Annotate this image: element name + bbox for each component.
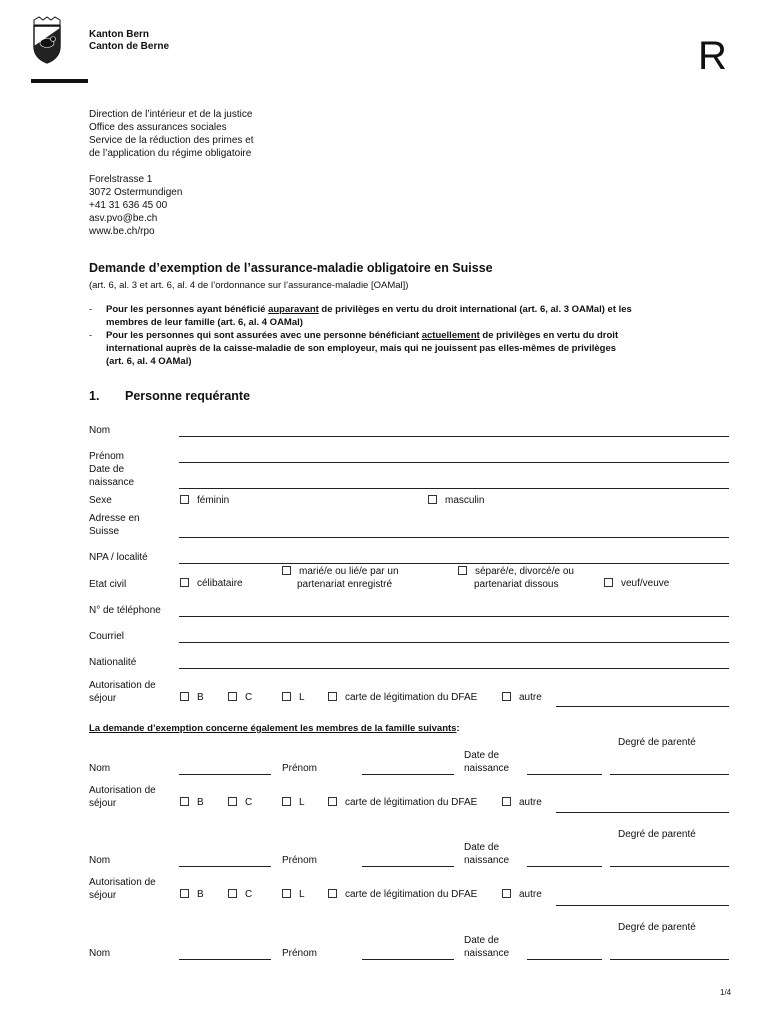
input-autre-permit[interactable] bbox=[556, 812, 729, 813]
bullet-text: de privilèges en vertu du droit international (art. 6, al. 3 OAMal) et les bbox=[318, 304, 632, 315]
checkbox[interactable] bbox=[228, 692, 237, 701]
option-label: L bbox=[299, 889, 305, 900]
label-telephone: N° de téléphone bbox=[89, 605, 161, 616]
checkbox[interactable] bbox=[282, 797, 291, 806]
option-label: B bbox=[197, 889, 204, 900]
checkbox[interactable] bbox=[502, 797, 511, 806]
label-date-line2: naissance bbox=[464, 763, 510, 774]
label-nationalite: Nationalité bbox=[89, 657, 137, 668]
permit-option-c[interactable] bbox=[228, 692, 252, 703]
input-family-nom[interactable] bbox=[179, 774, 271, 775]
label-adresse-line1: Adresse en bbox=[89, 513, 140, 524]
checkbox[interactable] bbox=[180, 797, 189, 806]
option-label: féminin bbox=[197, 495, 230, 506]
bullet-emphasis: actuellement bbox=[421, 330, 480, 341]
canton-bern-logo bbox=[31, 16, 63, 69]
bullet-2-line3: (art. 6, al. 4 OAMal) bbox=[106, 356, 192, 367]
canton-name-fr: Canton de Berne bbox=[89, 41, 170, 52]
label-prenom: Prénom bbox=[282, 763, 318, 774]
label-date-line2: naissance bbox=[89, 477, 135, 488]
label-etat-civil: Etat civil bbox=[89, 579, 127, 590]
label-npa: NPA / localité bbox=[89, 552, 148, 563]
label-prenom: Prénom bbox=[282, 948, 318, 959]
contact-line: 3072 Ostermundigen bbox=[89, 187, 183, 198]
form-letter: R bbox=[698, 34, 727, 78]
checkbox[interactable] bbox=[228, 889, 237, 898]
label-sexe: Sexe bbox=[89, 495, 112, 506]
checkbox[interactable] bbox=[428, 495, 437, 504]
input-autre-permit[interactable] bbox=[556, 905, 729, 906]
option-masculin[interactable] bbox=[428, 495, 484, 506]
checkbox[interactable] bbox=[328, 889, 337, 898]
label-degre-parente: Degré de parenté bbox=[618, 737, 696, 748]
checkbox[interactable] bbox=[180, 889, 189, 898]
option-label: carte de légitimation du DFAE bbox=[345, 889, 478, 900]
label-nom: Nom bbox=[89, 425, 111, 436]
family-heading-colon: : bbox=[456, 723, 460, 734]
label-date-line2: naissance bbox=[464, 855, 510, 866]
label-date-line2: naissance bbox=[464, 948, 510, 959]
input-family-degre[interactable] bbox=[610, 866, 729, 867]
bullet-text: Pour les personnes qui sont assurées avec une personne bénéficiant bbox=[106, 330, 422, 341]
bullet-text: Pour les personnes ayant bénéficié bbox=[106, 304, 269, 315]
option-label: L bbox=[299, 692, 305, 703]
label-prenom: Prénom bbox=[282, 855, 318, 866]
option-veuf[interactable] bbox=[604, 578, 669, 589]
bullet-2-line2: international auprès de la caisse-maladie de son employeur, mais qui ne jouissent pas elles-mêmes de privilèges bbox=[106, 343, 617, 354]
option-marie-line2: partenariat enregistré bbox=[297, 579, 393, 590]
family-heading-text: La demande d’exemption concerne également les membres de la famille suivants bbox=[89, 723, 457, 734]
bullet-text: de privilèges en vertu du droit bbox=[479, 330, 619, 341]
option-label: autre bbox=[519, 889, 542, 900]
permit-option-b[interactable] bbox=[180, 889, 204, 900]
permit-option-b[interactable] bbox=[180, 692, 204, 703]
section-number: 1. bbox=[89, 389, 100, 403]
option-feminin[interactable] bbox=[180, 495, 229, 506]
option-label: séparé/e, divorcé/e ou bbox=[475, 566, 574, 577]
option-label: autre bbox=[519, 692, 542, 703]
option-label: B bbox=[197, 692, 204, 703]
input-family-degre[interactable] bbox=[610, 774, 729, 775]
permit-option-autre[interactable] bbox=[502, 692, 542, 703]
input-family-nom[interactable] bbox=[179, 866, 271, 867]
label-autorisation-line2: séjour bbox=[89, 693, 117, 704]
header-rule bbox=[31, 79, 88, 83]
input-prenom[interactable] bbox=[179, 462, 729, 463]
label-autorisation-line1: Autorisation de bbox=[89, 680, 156, 691]
input-family-nom[interactable] bbox=[179, 959, 271, 960]
checkbox[interactable] bbox=[180, 578, 189, 587]
permit-option-b[interactable] bbox=[180, 797, 204, 808]
checkbox[interactable] bbox=[282, 566, 291, 575]
option-marie[interactable] bbox=[282, 566, 399, 577]
label-date-line1: Date de bbox=[464, 842, 500, 853]
input-family-prenom[interactable] bbox=[362, 866, 454, 867]
family-heading bbox=[89, 723, 460, 734]
label-prenom: Prénom bbox=[89, 451, 125, 462]
input-family-date[interactable] bbox=[527, 866, 602, 867]
label-date-line1: Date de bbox=[89, 464, 125, 475]
checkbox[interactable] bbox=[180, 495, 189, 504]
input-telephone[interactable] bbox=[179, 616, 729, 617]
checkbox[interactable] bbox=[604, 578, 613, 587]
section-title: Personne requérante bbox=[125, 389, 251, 403]
input-family-date[interactable] bbox=[527, 959, 602, 960]
permit-option-autre[interactable] bbox=[502, 889, 542, 900]
bullet-2 bbox=[106, 330, 618, 341]
label-nom: Nom bbox=[89, 948, 111, 959]
contact-line: Forelstrasse 1 bbox=[89, 174, 153, 185]
input-nationalite[interactable] bbox=[179, 668, 729, 669]
contact-line: www.be.ch/rpo bbox=[89, 226, 155, 237]
permit-option-l[interactable] bbox=[282, 889, 305, 900]
option-label: C bbox=[245, 889, 253, 900]
checkbox[interactable] bbox=[328, 692, 337, 701]
option-label: carte de légitimation du DFAE bbox=[345, 692, 478, 703]
address-line: Office des assurances sociales bbox=[89, 122, 227, 133]
contact-line: asv.pvo@be.ch bbox=[89, 213, 158, 224]
permit-option-dfae[interactable] bbox=[328, 692, 477, 703]
checkbox[interactable] bbox=[502, 889, 511, 898]
input-courriel[interactable] bbox=[179, 642, 729, 643]
permit-option-autre[interactable] bbox=[502, 797, 542, 808]
option-label: marié/e ou lié/e par un bbox=[299, 566, 399, 577]
option-label: célibataire bbox=[197, 578, 243, 589]
option-label: B bbox=[197, 797, 204, 808]
permit-option-dfae[interactable] bbox=[328, 797, 477, 808]
option-label: masculin bbox=[445, 495, 485, 506]
checkbox[interactable] bbox=[282, 889, 291, 898]
page-number: 1/4 bbox=[720, 988, 732, 997]
label-date-line1: Date de bbox=[464, 750, 500, 761]
option-label: autre bbox=[519, 797, 542, 808]
bullet-dash: - bbox=[89, 330, 93, 341]
option-separe[interactable] bbox=[458, 566, 574, 577]
checkbox[interactable] bbox=[502, 692, 511, 701]
checkbox[interactable] bbox=[228, 797, 237, 806]
bullet-1-line2: membres de leur famille (art. 6, al. 4 OAMal) bbox=[106, 317, 303, 328]
permit-option-dfae[interactable] bbox=[328, 889, 477, 900]
checkbox[interactable] bbox=[328, 797, 337, 806]
input-family-date[interactable] bbox=[527, 774, 602, 775]
address-line: de l’application du régime obligatoire bbox=[89, 148, 252, 159]
input-family-prenom[interactable] bbox=[362, 774, 454, 775]
form-title: Demande d’exemption de l’assurance-maladie obligatoire en Suisse bbox=[89, 261, 493, 275]
label-courriel: Courriel bbox=[89, 631, 125, 642]
option-label: carte de légitimation du DFAE bbox=[345, 797, 478, 808]
label-adresse-line2: Suisse bbox=[89, 526, 120, 537]
label-nom: Nom bbox=[89, 855, 111, 866]
label-nom: Nom bbox=[89, 763, 111, 774]
checkbox[interactable] bbox=[180, 692, 189, 701]
bullet-emphasis: auparavant bbox=[268, 304, 319, 315]
permit-option-l[interactable] bbox=[282, 797, 305, 808]
address-line: Direction de l’intérieur et de la justice bbox=[89, 109, 253, 120]
input-adresse[interactable] bbox=[179, 537, 729, 538]
input-date-naissance[interactable] bbox=[179, 488, 729, 489]
label-autorisation-line2: séjour bbox=[89, 890, 117, 901]
label-autorisation-line1: Autorisation de bbox=[89, 877, 156, 888]
option-separe-line2: partenariat dissous bbox=[474, 579, 559, 590]
bullet-dash: - bbox=[89, 304, 93, 315]
input-autre-permit[interactable] bbox=[556, 706, 729, 707]
checkbox[interactable] bbox=[282, 692, 291, 701]
address-line: Service de la réduction des primes et bbox=[89, 135, 254, 146]
form-subtitle: (art. 6, al. 3 et art. 6, al. 4 de l’ordonnance sur l’assurance-maladie [OAMal]) bbox=[89, 280, 409, 291]
label-degre-parente: Degré de parenté bbox=[618, 829, 696, 840]
permit-option-c[interactable] bbox=[228, 889, 252, 900]
input-family-prenom[interactable] bbox=[362, 959, 454, 960]
permit-option-c[interactable] bbox=[228, 797, 252, 808]
option-label: C bbox=[245, 692, 253, 703]
contact-line: +41 31 636 45 00 bbox=[89, 200, 168, 211]
option-label: C bbox=[245, 797, 253, 808]
input-npa[interactable] bbox=[179, 563, 729, 564]
option-label: veuf/veuve bbox=[621, 578, 670, 589]
label-degre-parente: Degré de parenté bbox=[618, 922, 696, 933]
checkbox[interactable] bbox=[458, 566, 467, 575]
bullet-1 bbox=[106, 304, 632, 315]
label-autorisation-line2: séjour bbox=[89, 798, 117, 809]
input-nom[interactable] bbox=[179, 436, 729, 437]
label-autorisation-line1: Autorisation de bbox=[89, 785, 156, 796]
option-label: L bbox=[299, 797, 305, 808]
label-date-line1: Date de bbox=[464, 935, 500, 946]
input-family-degre[interactable] bbox=[610, 959, 729, 960]
option-celibataire[interactable] bbox=[180, 578, 243, 589]
canton-name-de: Kanton Bern bbox=[89, 29, 149, 40]
permit-option-l[interactable] bbox=[282, 692, 305, 703]
